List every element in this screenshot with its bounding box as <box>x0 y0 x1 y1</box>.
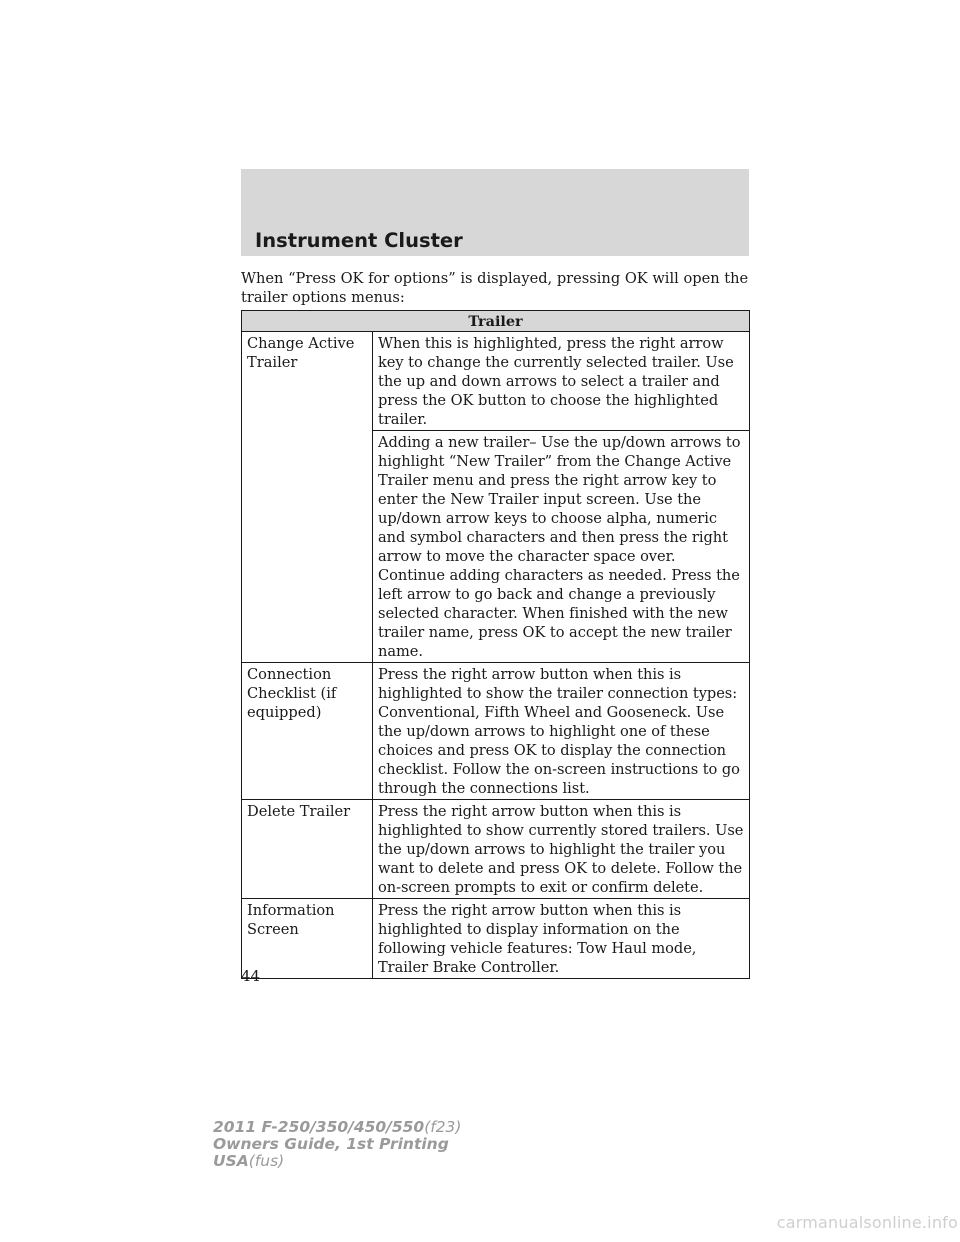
row-label-connection-checklist: Connection Checklist (if equipped) <box>242 663 373 800</box>
row-description: Press the right arrow button when this is highlighted to show the trailer connection types: Conventional, Fifth Wheel and Gooseneck. Use the up/down arrows to highlight one of these choices and press OK to display the connection checklist. Follow the on-screen instructions to go through the connections list. <box>373 663 750 800</box>
section-header-band <box>241 169 749 256</box>
table-row <box>242 332 750 431</box>
watermark[interactable]: carmanualsonline.info <box>776 1213 958 1232</box>
table-header-row <box>242 311 750 332</box>
row-description: Press the right arrow button when this is highlighted to display information on the following vehicle features: Tow Haul mode, Trailer Brake Controller. <box>373 899 750 979</box>
row-description: Press the right arrow button when this is highlighted to show currently stored trailers. Use the up/down arrows to highlight the trailer you want to delete and press OK to delete. Follow the on-screen prompts to exit or confirm delete. <box>373 800 750 899</box>
footer-region: USA <box>213 1152 249 1170</box>
row-label-change-active-trailer: Change Active Trailer <box>242 332 373 663</box>
footer-region-code: (fus) <box>248 1152 285 1170</box>
section-title: Instrument Cluster <box>255 229 463 252</box>
table-row <box>242 899 750 979</box>
row-description: Adding a new trailer– Use the up/down arrows to highlight “New Trailer” from the Change Active Trailer menu and press the right arrow key to enter the New Trailer input screen. Use the up/down arrow keys to choose alpha, numeric and symbol characters and then press the right arrow to move the character space over. Continue adding characters as needed. Press the left arrow to go back and change a previously selected character. When finished with the new trailer name, press OK to accept the new trailer name. <box>373 431 750 663</box>
row-label-information-screen: Information Screen <box>242 899 373 979</box>
page-number: 44 <box>241 967 261 985</box>
document-footer <box>213 1119 461 1170</box>
footer-line-region <box>213 1153 461 1170</box>
table-row <box>242 663 750 800</box>
table-row <box>242 800 750 899</box>
trailer-options-table <box>241 310 750 979</box>
footer-model: 2011 F-250/350/450/550 <box>213 1118 425 1136</box>
intro-paragraph: When “Press OK for options” is displayed, pressing OK will open the trailer options menus: <box>241 270 749 306</box>
row-description: When this is highlighted, press the right arrow key to change the currently selected trailer. Use the up and down arrows to select a trailer and press the OK button to choose the highlighted trailer. <box>373 332 750 431</box>
footer-printing: Owners Guide, 1st Printing <box>213 1135 449 1153</box>
row-label-delete-trailer: Delete Trailer <box>242 800 373 899</box>
table-title: Trailer <box>242 311 750 332</box>
footer-model-code: (f23) <box>424 1118 462 1136</box>
footer-line-model <box>213 1119 461 1136</box>
